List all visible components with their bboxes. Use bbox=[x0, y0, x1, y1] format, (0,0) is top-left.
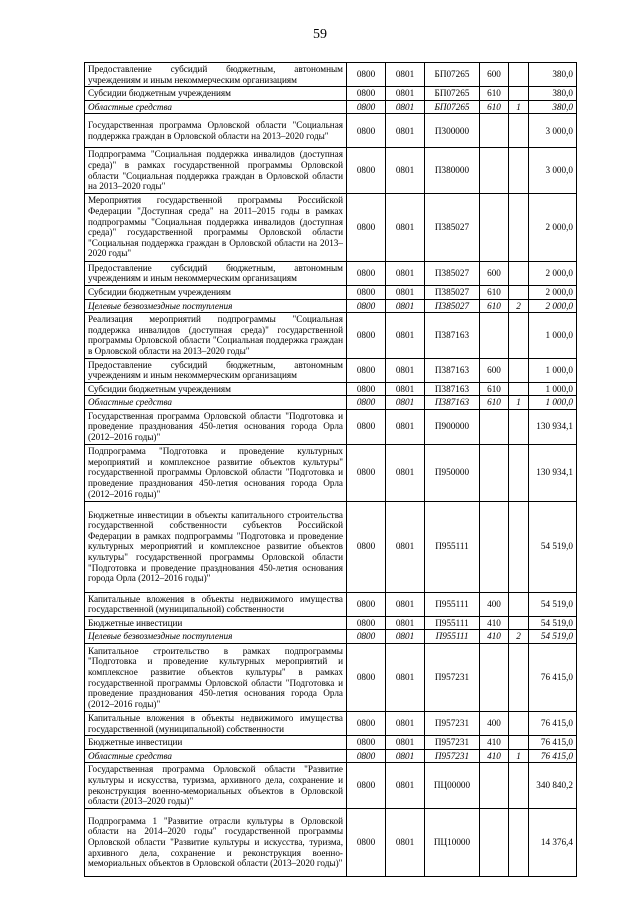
budget-table bbox=[84, 62, 577, 877]
row-department-code: 0800 bbox=[347, 358, 386, 382]
row-section-code: 0801 bbox=[386, 193, 425, 261]
table-row bbox=[85, 763, 577, 808]
row-department-code: 0800 bbox=[347, 193, 386, 261]
row-section-code: 0801 bbox=[386, 736, 425, 750]
table-row bbox=[85, 148, 577, 193]
row-expense-type bbox=[480, 313, 509, 358]
row-funding-source bbox=[509, 382, 529, 396]
row-name: Бюджетные инвестиции bbox=[85, 616, 347, 630]
row-section-code: 0801 bbox=[386, 63, 425, 87]
row-department-code: 0800 bbox=[347, 444, 386, 501]
row-expense-type bbox=[480, 409, 509, 444]
table-row bbox=[85, 630, 577, 644]
row-section-code: 0801 bbox=[386, 444, 425, 501]
row-section-code: 0801 bbox=[386, 396, 425, 410]
row-amount: 76 415,0 bbox=[529, 749, 577, 763]
row-name: Капитальное строительство в рамках подпрограммы "Подготовка и проведение культурных мероприятий и комплексное развитие объектов культуры" в рамках государственной программы Орловской области "Подготовка и проведение празднования 450-летия основания города Орла (2012–2016 годы)" bbox=[85, 644, 347, 712]
row-name: Бюджетные инвестиции в объекты капитального строительства государственной собственности субъектов Российской Федерации в рамках подпрограммы "Подготовка и проведение культурных мероприятий и комплексное развитие объектов культуры" государственной программы Орловской области "Подготовка и проведение празднования 450-летия основания города Орла (2012–2016 годы)" bbox=[85, 501, 347, 592]
row-name: Подпрограмма "Социальная поддержка инвалидов (доступная среда)" в рамках государственной программы Орловской области "Социальная поддержка граждан в Орловской области на 2013–2020 годы" bbox=[85, 148, 347, 193]
row-amount: 380,0 bbox=[529, 100, 577, 114]
row-section-code: 0801 bbox=[386, 87, 425, 101]
row-section-code: 0801 bbox=[386, 808, 425, 876]
row-amount: 130 934,1 bbox=[529, 444, 577, 501]
row-department-code: 0800 bbox=[347, 299, 386, 313]
row-funding-source bbox=[509, 592, 529, 616]
row-funding-source bbox=[509, 763, 529, 808]
row-target-article: П957231 bbox=[425, 736, 480, 750]
row-amount: 76 415,0 bbox=[529, 644, 577, 712]
row-funding-source bbox=[509, 148, 529, 193]
table-row bbox=[85, 100, 577, 114]
row-department-code: 0800 bbox=[347, 87, 386, 101]
row-amount: 2 000,0 bbox=[529, 193, 577, 261]
row-funding-source bbox=[509, 736, 529, 750]
row-expense-type: 600 bbox=[480, 63, 509, 87]
row-target-article: П955111 bbox=[425, 501, 480, 592]
row-expense-type bbox=[480, 193, 509, 261]
row-department-code: 0800 bbox=[347, 501, 386, 592]
row-name: Целевые безвозмездные поступления bbox=[85, 299, 347, 313]
row-target-article: П385027 bbox=[425, 193, 480, 261]
row-department-code: 0800 bbox=[347, 114, 386, 148]
row-expense-type: 600 bbox=[480, 261, 509, 285]
table-row bbox=[85, 63, 577, 87]
row-name: Государственная программа Орловской области "Развитие культуры и искусства, туризма, архивного дела, сохранение и реконструкция военно-мемориальных объектов в Орловской области (2013–2020 годы)" bbox=[85, 763, 347, 808]
row-section-code: 0801 bbox=[386, 299, 425, 313]
row-target-article: ПЦ00000 bbox=[425, 763, 480, 808]
row-amount: 2 000,0 bbox=[529, 299, 577, 313]
row-funding-source bbox=[509, 808, 529, 876]
row-target-article: П900000 bbox=[425, 409, 480, 444]
row-expense-type bbox=[480, 644, 509, 712]
row-amount: 380,0 bbox=[529, 63, 577, 87]
row-department-code: 0800 bbox=[347, 63, 386, 87]
row-section-code: 0801 bbox=[386, 358, 425, 382]
row-amount: 2 000,0 bbox=[529, 261, 577, 285]
row-department-code: 0800 bbox=[347, 409, 386, 444]
row-target-article: П955111 bbox=[425, 592, 480, 616]
row-expense-type: 410 bbox=[480, 616, 509, 630]
row-expense-type: 610 bbox=[480, 285, 509, 299]
row-amount: 130 934,1 bbox=[529, 409, 577, 444]
row-amount: 1 000,0 bbox=[529, 396, 577, 410]
row-department-code: 0800 bbox=[347, 763, 386, 808]
row-amount: 54 519,0 bbox=[529, 592, 577, 616]
row-expense-type: 610 bbox=[480, 396, 509, 410]
row-expense-type: 410 bbox=[480, 736, 509, 750]
row-name: Государственная программа Орловской области "Подготовка и проведение празднования 450-летия основания города Орла (2012–2016 годы)" bbox=[85, 409, 347, 444]
row-name: Капитальные вложения в объекты недвижимого имущества государственной (муниципальной) собственности bbox=[85, 712, 347, 736]
row-expense-type: 400 bbox=[480, 712, 509, 736]
row-target-article: П955111 bbox=[425, 616, 480, 630]
row-name: Областные средства bbox=[85, 100, 347, 114]
row-expense-type bbox=[480, 501, 509, 592]
row-funding-source: 2 bbox=[509, 299, 529, 313]
row-amount: 340 840,2 bbox=[529, 763, 577, 808]
row-section-code: 0801 bbox=[386, 749, 425, 763]
row-funding-source bbox=[509, 616, 529, 630]
row-section-code: 0801 bbox=[386, 763, 425, 808]
row-expense-type bbox=[480, 808, 509, 876]
row-expense-type bbox=[480, 763, 509, 808]
row-amount: 76 415,0 bbox=[529, 712, 577, 736]
row-section-code: 0801 bbox=[386, 313, 425, 358]
row-section-code: 0801 bbox=[386, 382, 425, 396]
row-target-article: П957231 bbox=[425, 749, 480, 763]
table-row bbox=[85, 193, 577, 261]
row-expense-type bbox=[480, 148, 509, 193]
row-funding-source: 1 bbox=[509, 749, 529, 763]
row-department-code: 0800 bbox=[347, 592, 386, 616]
row-department-code: 0800 bbox=[347, 749, 386, 763]
row-department-code: 0800 bbox=[347, 808, 386, 876]
row-section-code: 0801 bbox=[386, 409, 425, 444]
row-name: Капитальные вложения в объекты недвижимого имущества государственной (муниципальной) собственности bbox=[85, 592, 347, 616]
row-expense-type: 610 bbox=[480, 382, 509, 396]
row-department-code: 0800 bbox=[347, 261, 386, 285]
row-department-code: 0800 bbox=[347, 285, 386, 299]
row-funding-source bbox=[509, 63, 529, 87]
row-expense-type: 610 bbox=[480, 299, 509, 313]
row-amount: 54 519,0 bbox=[529, 630, 577, 644]
row-expense-type: 400 bbox=[480, 592, 509, 616]
row-funding-source bbox=[509, 444, 529, 501]
row-department-code: 0800 bbox=[347, 644, 386, 712]
row-name: Бюджетные инвестиции bbox=[85, 736, 347, 750]
row-target-article: БП07265 bbox=[425, 63, 480, 87]
row-amount: 1 000,0 bbox=[529, 382, 577, 396]
row-name: Реализация мероприятий подпрограммы "Социальная поддержка инвалидов (доступная среда)" государственной программы Орловской области "Социальная поддержка граждан в Орловской области на 2013–2020 годы" bbox=[85, 313, 347, 358]
row-funding-source bbox=[509, 193, 529, 261]
row-section-code: 0801 bbox=[386, 592, 425, 616]
row-name: Целевые безвозмездные поступления bbox=[85, 630, 347, 644]
row-amount: 1 000,0 bbox=[529, 358, 577, 382]
row-department-code: 0800 bbox=[347, 313, 386, 358]
table-row bbox=[85, 87, 577, 101]
row-funding-source bbox=[509, 712, 529, 736]
row-department-code: 0800 bbox=[347, 148, 386, 193]
table-row bbox=[85, 736, 577, 750]
row-department-code: 0800 bbox=[347, 736, 386, 750]
row-name: Государственная программа Орловской области "Социальная поддержка граждан в Орловской области на 2013–2020 годы" bbox=[85, 114, 347, 148]
row-expense-type: 410 bbox=[480, 630, 509, 644]
row-section-code: 0801 bbox=[386, 100, 425, 114]
row-section-code: 0801 bbox=[386, 114, 425, 148]
page-number: 59 bbox=[313, 27, 327, 42]
row-section-code: 0801 bbox=[386, 261, 425, 285]
row-name: Предоставление субсидий бюджетным, автономным учреждениям и иным некоммерческим организациям bbox=[85, 63, 347, 87]
table-row bbox=[85, 616, 577, 630]
row-target-article: П950000 bbox=[425, 444, 480, 501]
row-target-article: П300000 bbox=[425, 114, 480, 148]
row-name: Предоставление субсидий бюджетным, автономным учреждениям и иным некоммерческим организациям bbox=[85, 358, 347, 382]
row-department-code: 0800 bbox=[347, 396, 386, 410]
table-row bbox=[85, 409, 577, 444]
row-amount: 380,0 bbox=[529, 87, 577, 101]
row-funding-source bbox=[509, 285, 529, 299]
row-name: Подпрограмма "Подготовка и проведение культурных мероприятий и комплексное развитие объектов культуры" государственной программы Орловской области "Подготовка и проведение празднования 450-летия основания города Орла (2012–2016 годы)" bbox=[85, 444, 347, 501]
table-body bbox=[85, 63, 577, 877]
row-target-article: П385027 bbox=[425, 285, 480, 299]
row-department-code: 0800 bbox=[347, 630, 386, 644]
row-target-article: П387163 bbox=[425, 382, 480, 396]
row-funding-source: 1 bbox=[509, 100, 529, 114]
row-section-code: 0801 bbox=[386, 148, 425, 193]
row-target-article: П387163 bbox=[425, 358, 480, 382]
row-expense-type: 610 bbox=[480, 100, 509, 114]
table-row bbox=[85, 592, 577, 616]
row-expense-type bbox=[480, 114, 509, 148]
row-section-code: 0801 bbox=[386, 644, 425, 712]
row-section-code: 0801 bbox=[386, 285, 425, 299]
row-target-article: П387163 bbox=[425, 313, 480, 358]
row-amount: 76 415,0 bbox=[529, 736, 577, 750]
table-row bbox=[85, 382, 577, 396]
row-funding-source bbox=[509, 644, 529, 712]
table-row bbox=[85, 114, 577, 148]
row-amount: 54 519,0 bbox=[529, 616, 577, 630]
row-target-article: П387163 bbox=[425, 396, 480, 410]
row-target-article: П957231 bbox=[425, 644, 480, 712]
row-expense-type: 410 bbox=[480, 749, 509, 763]
row-funding-source bbox=[509, 313, 529, 358]
row-funding-source bbox=[509, 358, 529, 382]
row-department-code: 0800 bbox=[347, 712, 386, 736]
row-amount: 14 376,4 bbox=[529, 808, 577, 876]
row-funding-source: 2 bbox=[509, 630, 529, 644]
row-amount: 2 000,0 bbox=[529, 285, 577, 299]
row-name: Областные средства bbox=[85, 749, 347, 763]
row-funding-source bbox=[509, 501, 529, 592]
row-funding-source: 1 bbox=[509, 396, 529, 410]
row-name: Предоставление субсидий бюджетным, автономным учреждениям и иным некоммерческим организациям bbox=[85, 261, 347, 285]
row-target-article: П380000 bbox=[425, 148, 480, 193]
row-name: Подпрограмма 1 "Развитие отрасли культуры в Орловской области на 2014–2020 годы" государственной программы Орловской области "Развитие культуры и искусства, туризма, архивного дела, сохранение и реконструкция военно-мемориальных объектов в Орловской области (2013–2020 годы)" bbox=[85, 808, 347, 876]
table-row bbox=[85, 285, 577, 299]
table-row bbox=[85, 358, 577, 382]
row-funding-source bbox=[509, 87, 529, 101]
row-target-article: ПЦ10000 bbox=[425, 808, 480, 876]
row-target-article: П385027 bbox=[425, 299, 480, 313]
row-department-code: 0800 bbox=[347, 616, 386, 630]
row-amount: 3 000,0 bbox=[529, 114, 577, 148]
table-row bbox=[85, 808, 577, 876]
table-row bbox=[85, 313, 577, 358]
row-name: Субсидии бюджетным учреждениям bbox=[85, 285, 347, 299]
table-row bbox=[85, 444, 577, 501]
row-name: Мероприятия государственной программы Российской Федерации "Доступная среда" на 2011–2015 годы в рамках подпрограммы "Социальная поддержка инвалидов (доступная среда)" государственной программы Орловской области "Социальная поддержка граждан в Орловской области на 2013–2020 годы" bbox=[85, 193, 347, 261]
row-section-code: 0801 bbox=[386, 630, 425, 644]
row-amount: 1 000,0 bbox=[529, 313, 577, 358]
row-section-code: 0801 bbox=[386, 501, 425, 592]
row-target-article: П385027 bbox=[425, 261, 480, 285]
row-department-code: 0800 bbox=[347, 100, 386, 114]
row-department-code: 0800 bbox=[347, 382, 386, 396]
row-expense-type: 610 bbox=[480, 87, 509, 101]
row-target-article: БП07265 bbox=[425, 87, 480, 101]
table-row bbox=[85, 749, 577, 763]
row-target-article: БП07265 bbox=[425, 100, 480, 114]
row-target-article: П955111 bbox=[425, 630, 480, 644]
row-target-article: П957231 bbox=[425, 712, 480, 736]
table-row bbox=[85, 299, 577, 313]
row-expense-type bbox=[480, 444, 509, 501]
table-row bbox=[85, 261, 577, 285]
row-funding-source bbox=[509, 114, 529, 148]
table-row bbox=[85, 644, 577, 712]
row-name: Субсидии бюджетным учреждениям bbox=[85, 382, 347, 396]
row-name: Субсидии бюджетным учреждениям bbox=[85, 87, 347, 101]
row-name: Областные средства bbox=[85, 396, 347, 410]
row-expense-type: 600 bbox=[480, 358, 509, 382]
row-section-code: 0801 bbox=[386, 712, 425, 736]
row-amount: 3 000,0 bbox=[529, 148, 577, 193]
table-row bbox=[85, 396, 577, 410]
table-row bbox=[85, 712, 577, 736]
row-section-code: 0801 bbox=[386, 616, 425, 630]
row-funding-source bbox=[509, 409, 529, 444]
row-funding-source bbox=[509, 261, 529, 285]
row-amount: 54 519,0 bbox=[529, 501, 577, 592]
table-row bbox=[85, 501, 577, 592]
